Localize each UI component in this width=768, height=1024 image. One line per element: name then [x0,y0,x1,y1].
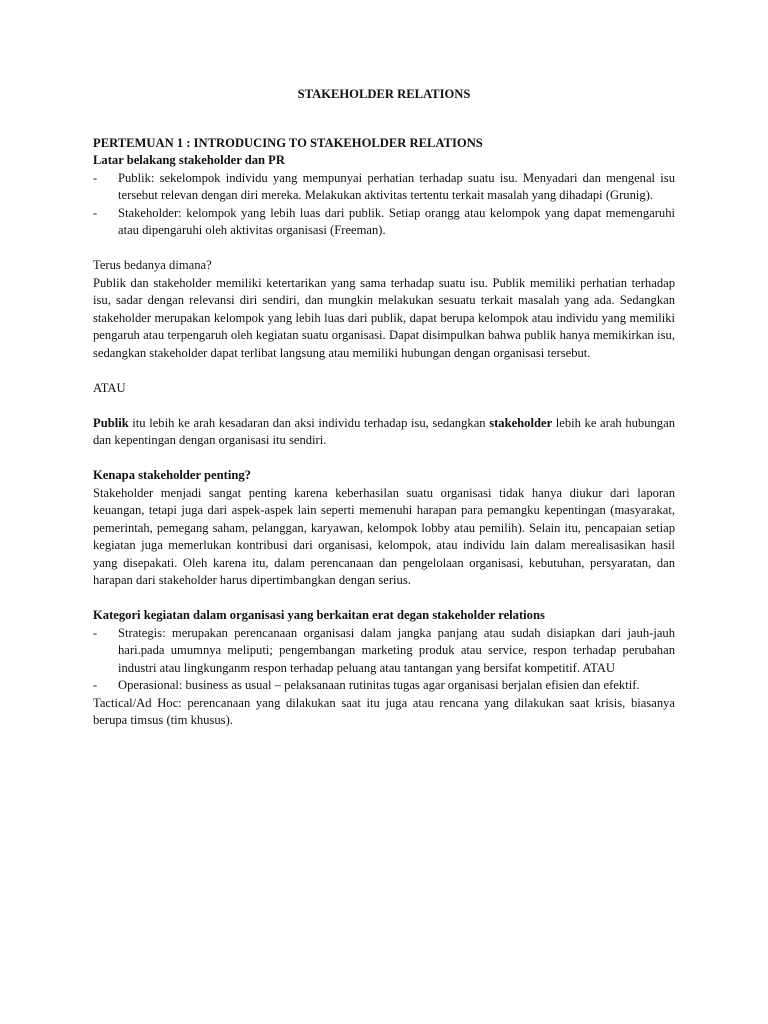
bullet-dash: - [93,678,98,692]
paragraph-summary [93,415,675,450]
section-heading-kategori: Kategori kegiatan dalam organisasi yang berkaitan erat degan stakeholder relations [93,608,545,622]
bullet-text: Publik: sekelompok individu yang mempunyai perhatian terhadap suatu isu. Menyadari dan mengenal isu tersebut relevan dengan diri mereka. Melakukan aktivitas tertentu terkait masalah yang dihadapi (Grunig). [118,170,675,202]
bullet-text: Operasional: business as usual – pelaksanaan rutinitas tugas agar organisasi berjalan efisien dan efektif. [118,678,640,692]
bullet-stakeholder [93,205,675,240]
question-text: Terus bedanya dimana? [93,258,212,272]
bullet-text: Strategis: merupakan perencanaan organisasi dalam jangka panjang atau sudah disiapkan dari jauh-jauh hari.pada umumnya meliputi; pengembangan marketing produk atau service, respon terhadap perubahan industri atau lingkunganm respon terhadap peluang atau tantangan yang bersifat kompetitif. ATAU [118,625,675,675]
bullet-publik [93,170,675,205]
bullet-dash: - [93,205,98,220]
summary-text-2: lebih ke arah hubungan dan kepentingan dengan organisasi itu sendiri. [93,415,675,447]
document-title: STAKEHOLDER RELATIONS [297,87,471,101]
bullet-dash: - [93,170,98,185]
bullet-strategis [93,625,675,678]
section-heading-pertemuan: PERTEMUAN 1 : INTRODUCING TO STAKEHOLDER RELATIONS [93,135,483,150]
bullet-text: Stakeholder: kelompok yang lebih luas dari publik. Setiap orangg atau kelompok yang dapat memengaruhi atau dipengaruhi oleh aktivitas organisasi (Freeman). [118,205,675,237]
document-page [93,86,675,730]
bullet-operasional [93,677,675,695]
paragraph-difference: Publik dan stakeholder memiliki ketertarikan yang sama terhadap suatu isu. Publik memiliki perhatian terhadap isu, sadar dengan relevansi diri sendiri, dan mungkin melakukan sesuatu terkait masalah yang ada. Sedangkan stakeholder merupakan kelompok yang lebih luas dari publik, dapat berupa kelompok atau individu yang memiliki pengaruh atau terpengaruh oleh kegiatan suatu organisasi. Dapat disimpulkan bahwa publik hanya memikirkan isu, sedangkan stakeholder dapat terlibat langsung atau memiliki hubungan dengan organisasi tersebut. [93,275,675,360]
summary-text-1: itu lebih ke arah kesadaran dan aksi individu terhadap isu, sedangkan [128,415,490,430]
bold-publik: Publik [93,415,129,430]
paragraph-tactical: Tactical/Ad Hoc: perencanaan yang dilakukan saat itu juga atau rencana yang dilakukan saat krisis, biasanya berupa timsus (tim khusus). [93,695,675,727]
atau-label: ATAU [93,380,126,395]
section-heading-kenapa: Kenapa stakeholder penting? [93,468,251,482]
bold-stakeholder: stakeholder [489,415,553,430]
section-subheading-latar-belakang: Latar belakang stakeholder dan PR [93,153,285,167]
bullet-dash: - [93,625,98,640]
paragraph-importance: Stakeholder menjadi sangat penting karena keberhasilan suatu organisasi tidak hanya diukur dari laporan keuangan, tetapi juga dari aspek-aspek lain seperti memenuhi harapan para pemangku kepentingan (masyarakat, pemerintah, pemegang saham, pelanggan, karyawan, kelompok lobby atau pemilih). Selain itu, pencapaian setiap kegiatan juga memerlukan kontribusi dari organisasi, kelompok, atau individu lain dalam merealisasikan hasil yang disepakati. Oleh karena itu, dalam perencanaan dan pengelolaan organisasi, kebutuhan, persyaratan, dan harapan dari stakeholder harus dipertimbangkan dengan serius. [93,485,675,587]
